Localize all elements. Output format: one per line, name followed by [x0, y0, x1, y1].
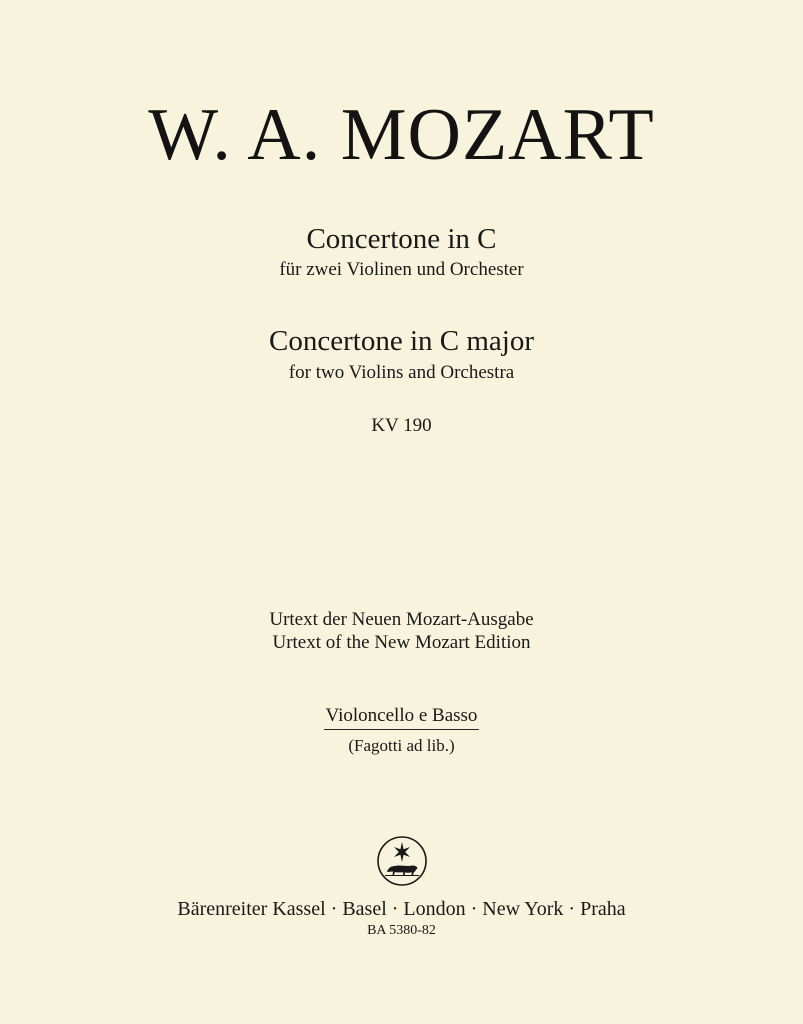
urtext-note-german: Urtext der Neuen Mozart-Ausgabe — [269, 609, 534, 630]
publisher-locations: Bärenreiter Kassel · Basel · London · New York · Praha — [177, 898, 626, 920]
work-subtitle-english: for two Violins and Orchestra — [288, 362, 515, 383]
part-heading — [0, 704, 803, 730]
urtext-note-english: Urtext of the New Mozart Edition — [272, 632, 531, 653]
part-name: Violoncello e Basso — [324, 704, 480, 730]
part-instrument-note: (Fagotti ad lib.) — [348, 736, 455, 755]
composer-name: W. A. MOZART — [148, 94, 655, 176]
catalog-number: KV 190 — [371, 415, 432, 436]
work-title-english: Concertone in C major — [269, 325, 534, 357]
baerenreiter-bear-star-seal-icon — [376, 835, 428, 887]
work-title-german: Concertone in C — [306, 223, 497, 255]
work-subtitle-german: für zwei Violinen und Orchester — [279, 259, 524, 280]
edition-number: BA 5380-82 — [367, 923, 436, 938]
